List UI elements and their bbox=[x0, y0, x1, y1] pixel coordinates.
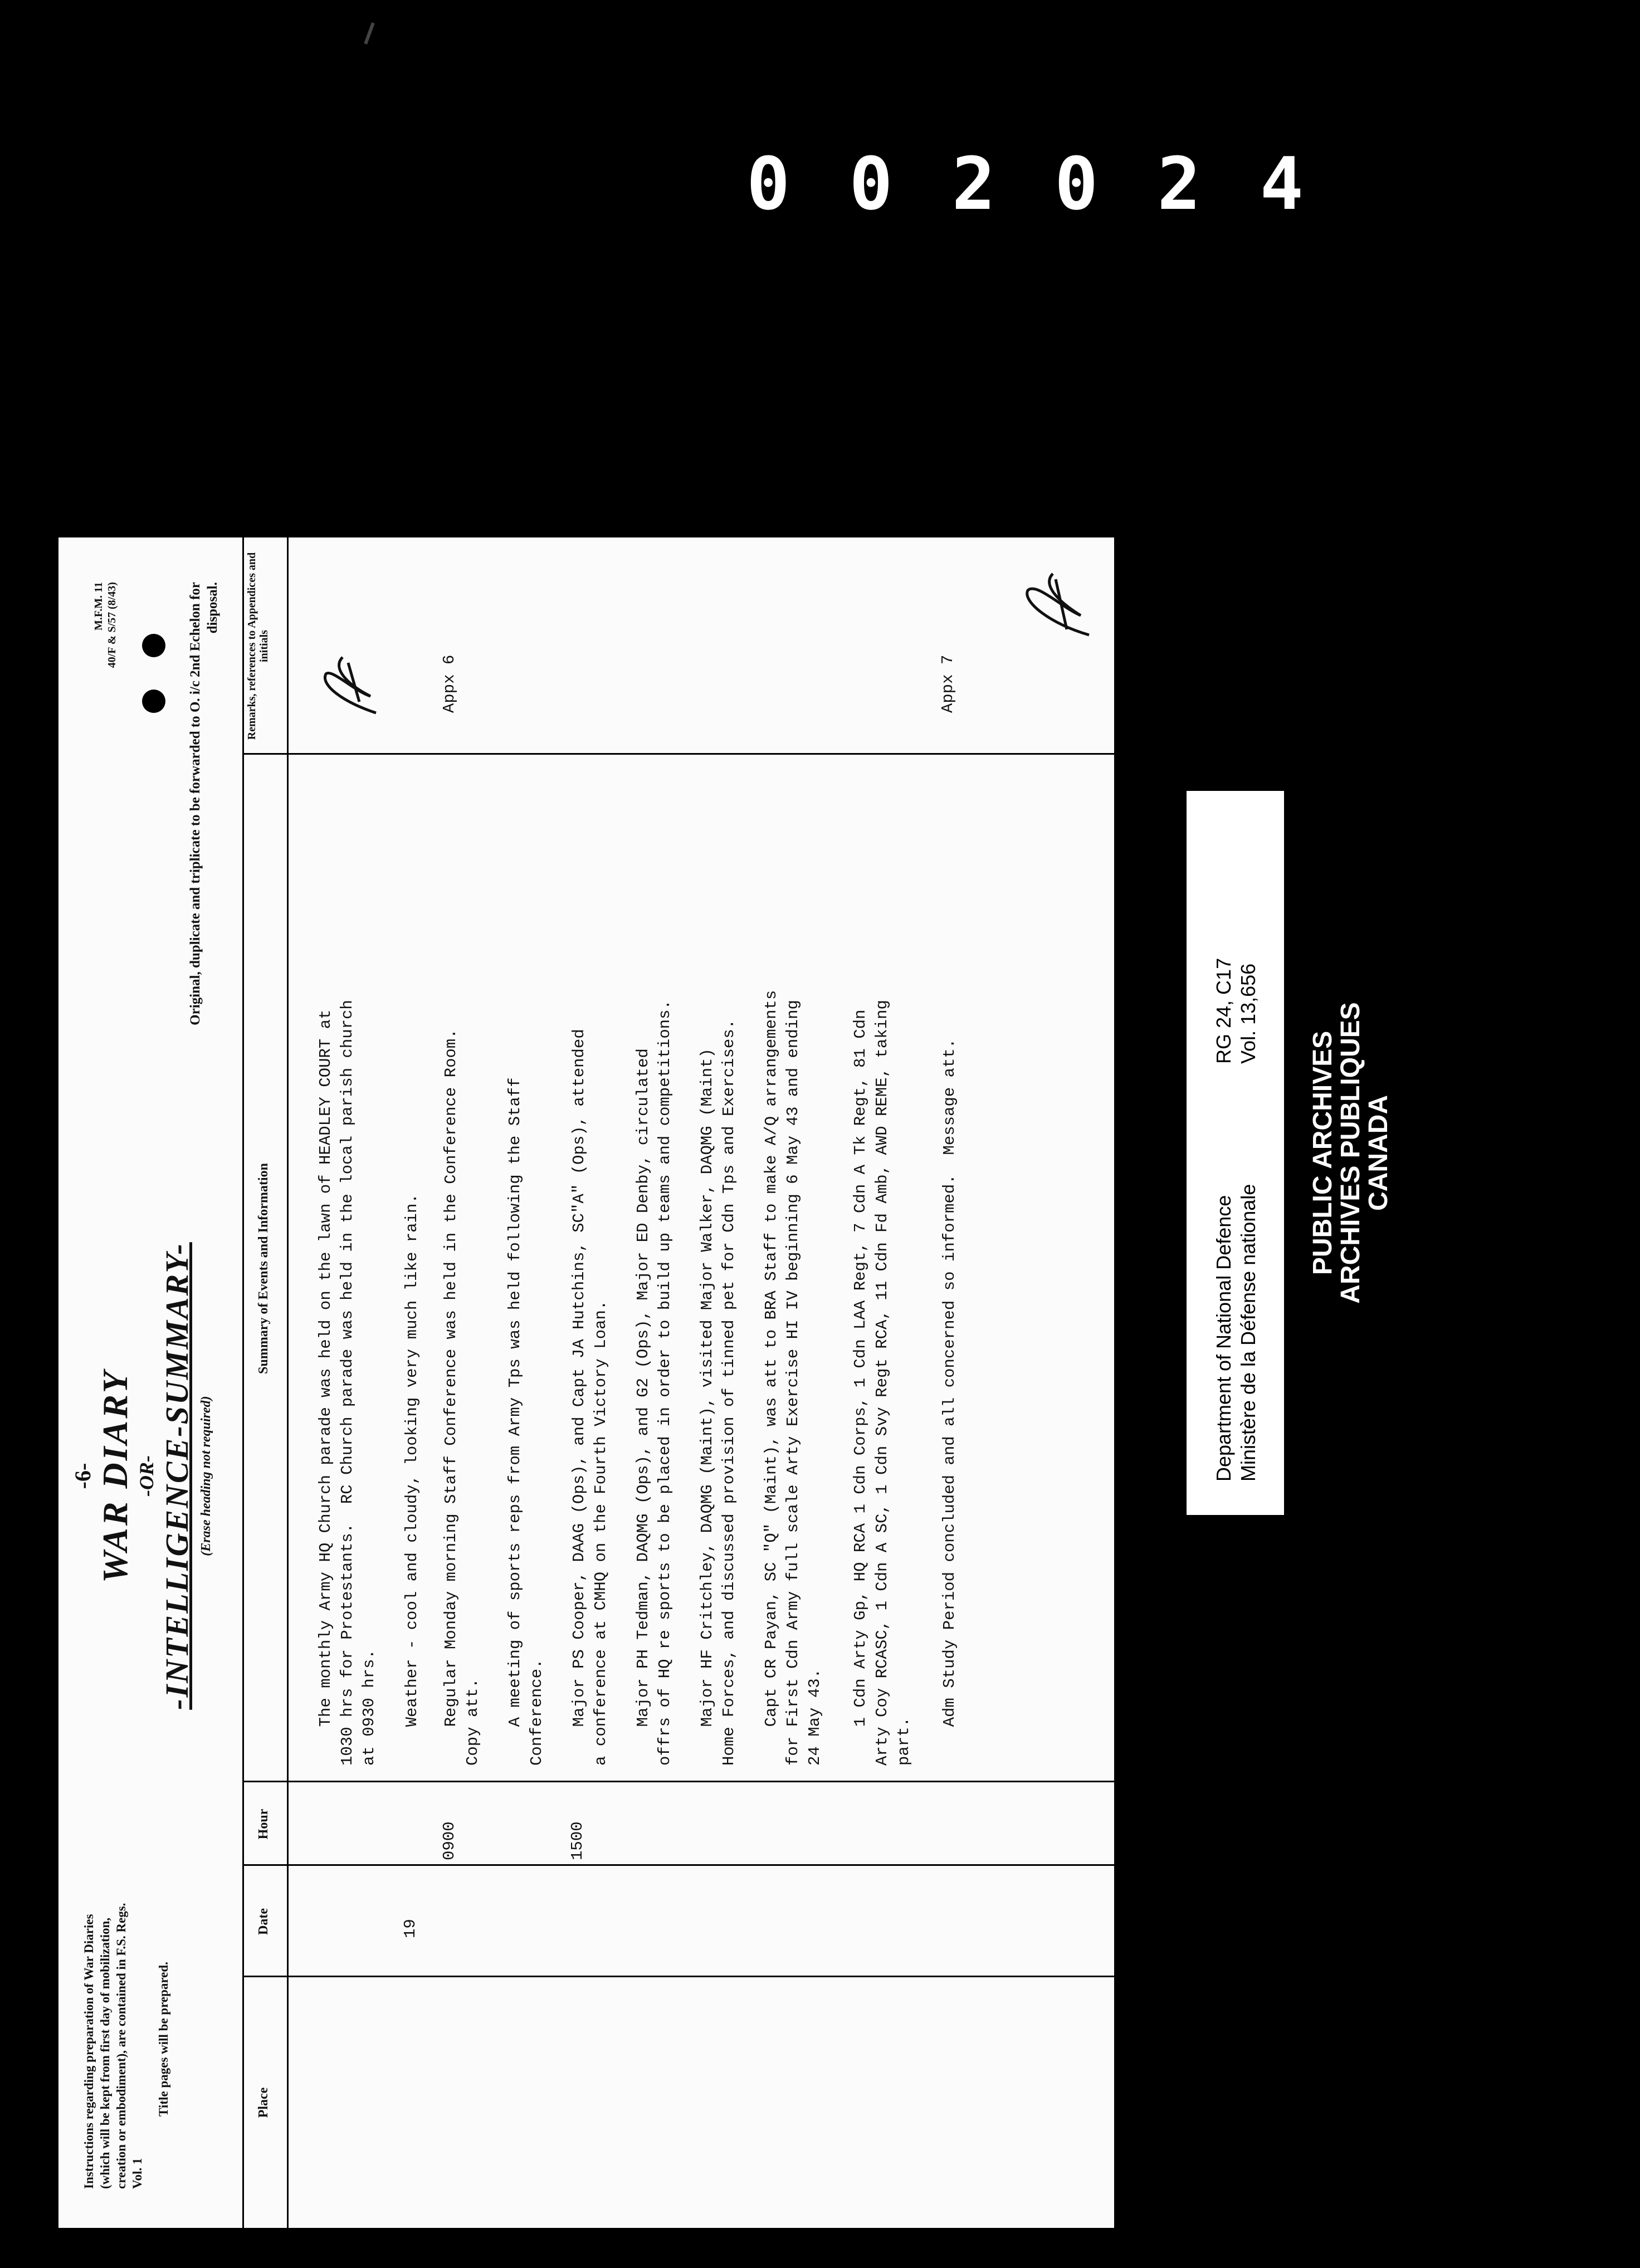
reference-box bbox=[1187, 791, 1284, 1515]
initials-signature bbox=[1011, 563, 1100, 646]
entry-remark: Appx 6 bbox=[440, 654, 458, 713]
title-pages-note: Title pages will be prepared. bbox=[157, 1962, 170, 2117]
column-header-date: Date bbox=[256, 1908, 271, 1935]
department-fr: Ministère de la Défense nationale bbox=[1237, 1184, 1260, 1482]
instructions-text: Instructions regarding preparation of War Diaries (which will be kept from first day of mobilization, creation or embodiment), are contained in F.S. Regs. Vol. 1 bbox=[82, 1903, 144, 2189]
archives-country: CANADA bbox=[1364, 1095, 1393, 1211]
archives-label bbox=[1175, 735, 1398, 1548]
entry-remark: Appx 7 bbox=[939, 654, 957, 713]
department-name bbox=[1212, 1184, 1261, 1482]
entry-hour: 0900 bbox=[440, 1821, 458, 1860]
frame-digit: 4 bbox=[1260, 141, 1304, 226]
punch-hole bbox=[142, 634, 165, 657]
entry-text: 1 Cdn Arty Gp, HQ RCA 1 Cdn Corps, 1 Cdn LAA Regt, 7 Cdn A Tk Regt, 81 Cdn Arty Coy RCASC, 1 Cdn A SC, 1 Cdn Svy Regt RCA, 11 Cdn Fd Amb, AWD REME, taking part. bbox=[851, 1000, 913, 1766]
column-rule bbox=[242, 753, 1114, 755]
frame-digit: 0 bbox=[1055, 141, 1099, 226]
header-bottom-rule bbox=[287, 537, 289, 2228]
title-intelligence-summary: -INTELLIGENCE-SUMMARY- bbox=[159, 1242, 195, 1710]
table-top-rule bbox=[242, 537, 244, 2228]
frame-digit: 0 bbox=[849, 141, 893, 226]
frame-digit: 2 bbox=[951, 141, 995, 226]
form-code-line: M.F.M. 11 bbox=[92, 582, 105, 631]
title-or: -OR- bbox=[135, 1455, 158, 1497]
record-group bbox=[1212, 958, 1261, 1064]
column-rule bbox=[242, 1976, 1114, 1977]
column-rule bbox=[242, 1864, 1114, 1866]
department-en: Department of National Defence bbox=[1212, 1195, 1235, 1482]
initials-signature bbox=[309, 646, 387, 724]
column-header-summary: Summary of Events and Information bbox=[256, 1163, 271, 1374]
entry-text: A meeting of sports reps from Army Tps was held following the Staff Conference. bbox=[506, 1077, 546, 1766]
film-scratch bbox=[364, 22, 374, 45]
page-number: -6- bbox=[70, 1463, 95, 1489]
entry-date: 19 bbox=[401, 1919, 419, 1938]
volume-number: Vol. 13,656 bbox=[1237, 963, 1260, 1064]
war-diary-sheet bbox=[58, 537, 1114, 2228]
entry-text: The monthly Army HQ Church parade was held on the lawn of HEADLEY COURT at 1030 hrs for Protestants. RC Church parade was held in the local parish church at 0930 hrs. bbox=[316, 1000, 378, 1766]
entry-text: Capt CR Payan, SC "Q" (Maint), was att to BRA Staff to make A/Q arrangements for First Cdn Army full scale Arty Exercise HI IV beginning 6 May 43 and ending 24 May 43. bbox=[762, 990, 824, 1766]
frame-number bbox=[746, 141, 1304, 226]
entry-text: Regular Monday morning Staff Conference was held in the Conference Room. Copy att. bbox=[442, 1029, 482, 1766]
archives-fr: ARCHIVES PUBLIQUES bbox=[1336, 1002, 1365, 1304]
archives-en: PUBLIC ARCHIVES bbox=[1308, 1030, 1338, 1275]
entry-text: Adm Study Period concluded and all concerned so informed. Message att. bbox=[940, 1038, 959, 1766]
form-code-line: 40/F & S/57 (8/43) bbox=[106, 582, 118, 668]
diary-title-block bbox=[70, 1114, 214, 1838]
entry-text: Major HF Critchley, DAQMG (Maint), visited Major Walker, DAQMG (Maint) Home Forces, and discussed provision of tinned pet for Cdn Tps and Exercises. bbox=[698, 1019, 738, 1766]
entry-text: Weather - cool and cloudy, looking very much like rain. bbox=[403, 1194, 421, 1766]
sheet-rotated-content bbox=[58, 537, 1114, 2228]
entry-hour: 1500 bbox=[568, 1821, 587, 1860]
punch-hole bbox=[142, 690, 165, 713]
record-group-number: RG 24, C17 bbox=[1212, 957, 1235, 1064]
archives-label-rotated bbox=[1175, 735, 1398, 1548]
form-code bbox=[92, 582, 119, 668]
archives-name bbox=[1309, 757, 1393, 1548]
frame-digit: 0 bbox=[746, 141, 790, 226]
entry-text: Major PH Tedman, DAQMG (Ops), and G2 (Ops), Major ED Denby, circulated offrs of HQ re sports to be placed in order to build up teams and competitions. bbox=[634, 1000, 674, 1766]
entry-text: Major PS Cooper, DAAG (Ops), and Capt JA Hutchins, SC"A" (Ops), attended a conference at CMHQ on the Fourth Victory Loan. bbox=[570, 1029, 610, 1766]
erase-heading-note: (Erase heading not required) bbox=[199, 1396, 213, 1556]
title-war-diary: WAR DIARY bbox=[95, 1369, 135, 1583]
instructions-block bbox=[81, 1888, 172, 2189]
distribution-note: Original, duplicate and triplicate to be forwarded to O. i/c 2nd Echelon for disposal. bbox=[188, 582, 220, 1025]
column-header-place: Place bbox=[256, 2087, 271, 2118]
diary-table bbox=[242, 537, 1114, 2228]
column-header-hour: Hour bbox=[256, 1808, 271, 1840]
column-header-remarks: Remarks, references to Appendices and initials bbox=[246, 552, 270, 740]
frame-digit: 2 bbox=[1157, 141, 1201, 226]
column-rule bbox=[242, 1781, 1114, 1782]
